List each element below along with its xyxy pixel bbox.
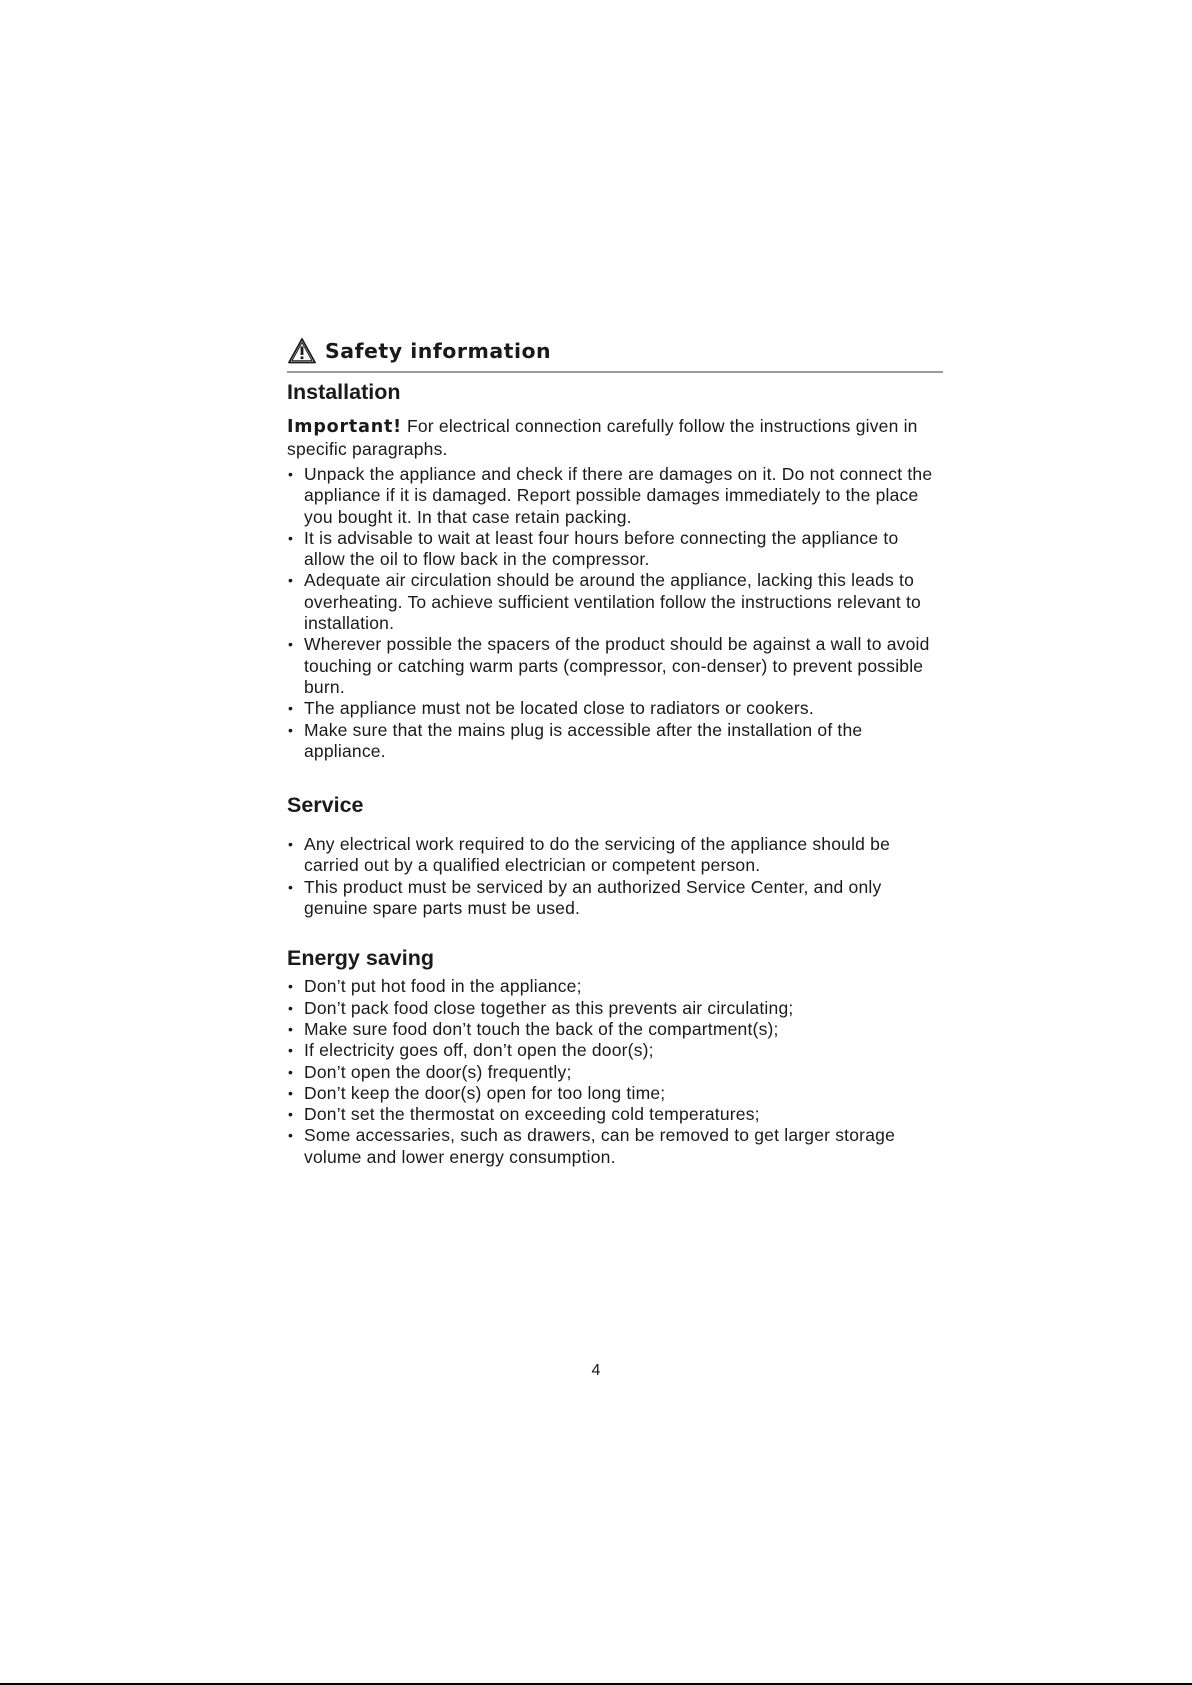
energy-saving-list (287, 976, 943, 1168)
installation-heading: Installation (287, 380, 401, 404)
header-divider (287, 371, 943, 373)
list-item: • Unpack the appliance and check if there are damages on it. Do not connect the appliance if it is damaged. Report possible damages immediately to the place you bought it. In that case retain packing. (287, 464, 943, 528)
list-item: • Don’t keep the door(s) open for too long time; (287, 1083, 943, 1104)
list-item: • Make sure that the mains plug is accessible after the installation of the appliance. (287, 720, 943, 763)
installation-list (287, 464, 943, 762)
warning-triangle-icon (287, 337, 317, 365)
safety-information-page (287, 333, 943, 1168)
list-item: • Adequate air circulation should be around the appliance, lacking this leads to overheating. To achieve sufficient ventilation follow the instructions relevant to installation. (287, 570, 943, 634)
list-item: • Some accessaries, such as drawers, can be removed to get larger storage volume and lower energy consumption. (287, 1125, 943, 1168)
important-note (287, 415, 943, 460)
list-item: • Don’t set the thermostat on exceeding cold temperatures; (287, 1104, 943, 1125)
list-item: • The appliance must not be located close to radiators or cookers. (287, 698, 943, 719)
energy-saving-heading: Energy saving (287, 946, 434, 971)
list-item: • Don’t open the door(s) frequently; (287, 1062, 943, 1083)
important-text: For electrical connection carefully follow the instructions given in specific paragraphs. (287, 416, 918, 459)
service-list (287, 834, 943, 919)
list-item: • Any electrical work required to do the servicing of the appliance should be carried out by a qualified electrician or competent person. (287, 834, 943, 877)
list-item: • Wherever possible the spacers of the product should be against a wall to avoid touching or catching warm parts (compressor, con-denser) to prevent possible burn. (287, 634, 943, 698)
page-title: Safety information (325, 339, 552, 363)
list-item: • Don’t pack food close together as this prevents air circulating; (287, 998, 943, 1019)
service-heading: Service (287, 793, 364, 818)
list-item: • It is advisable to wait at least four hours before connecting the appliance to allow the oil to flow back in the compressor. (287, 528, 943, 571)
safety-header (287, 333, 943, 369)
list-item: • Make sure food don’t touch the back of the compartment(s); (287, 1019, 943, 1040)
list-item: • If electricity goes off, don’t open the door(s); (287, 1040, 943, 1061)
important-label: Important! (287, 417, 402, 437)
list-item: • Don’t put hot food in the appliance; (287, 976, 943, 997)
page-number: 4 (591, 1362, 601, 1379)
list-item: • This product must be serviced by an authorized Service Center, and only genuine spare parts must be used. (287, 877, 943, 920)
